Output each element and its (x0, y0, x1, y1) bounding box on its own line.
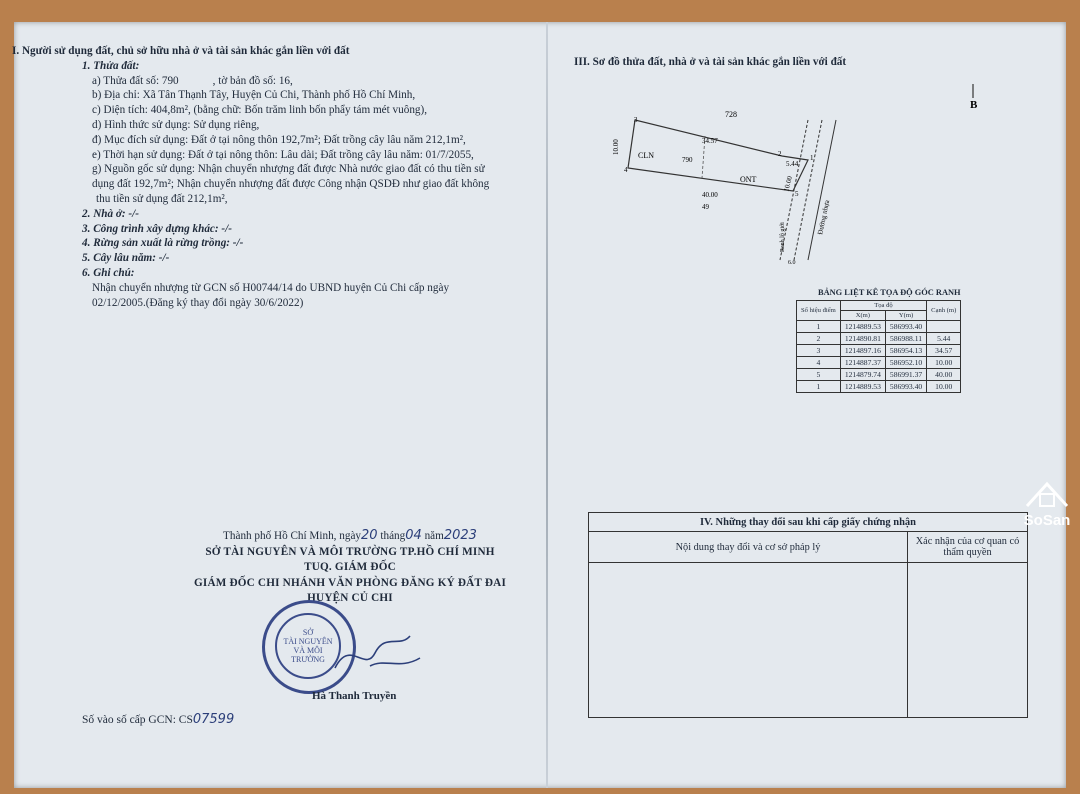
coord-cell-x: 1214897.16 (840, 345, 885, 357)
coord-cell-x: 1214879.74 (840, 369, 885, 381)
watermark-logo (1014, 478, 1080, 548)
changes-table (588, 512, 1028, 718)
point-2: 2 (778, 150, 782, 158)
place-date: Thành phố Hồ Chí Minh, ngày20 tháng04 năm2023 (223, 528, 477, 543)
usage-term: e) Thời hạn sử dụng: Đất ở tại nông thôn: Lâu dài; Đất trồng cây lâu năm: 01/7/2055, (92, 148, 474, 161)
neighbor-top: 728 (725, 110, 737, 119)
coord-cell-d: 40.00 (927, 369, 961, 381)
usage-origin-1: g) Nguồn gốc sử dụng: Nhận chuyển nhượng đất được Nhà nước giao đất có thu tiền sử (92, 163, 485, 176)
house-item: 2. Nhà ở: -/- (82, 207, 139, 220)
house-icon (1022, 478, 1072, 508)
coord-cell-y: 586993.40 (885, 321, 926, 333)
canal-label: Ranh lộ giới (780, 222, 786, 252)
point-1: 1 (810, 154, 814, 162)
dim-bottom: 40.00 (702, 191, 718, 199)
zone-ont: ONT (740, 175, 757, 184)
zone-cln: CLN (638, 151, 654, 160)
usage-origin-2: dụng đất 192,7m²; Nhận chuyển nhượng đất được Công nhận QSDĐ như giao đất không (92, 178, 490, 191)
director-title: GIÁM ĐỐC CHI NHÁNH VĂN PHÒNG ĐĂNG KÝ ĐẤT ĐAI (193, 576, 506, 589)
road-edge-right (808, 120, 836, 260)
right-page (574, 55, 1044, 70)
forest-item: 4. Rừng sản xuất là rừng trồng: -/- (82, 237, 244, 250)
parcel-diagram (590, 80, 1010, 280)
usage-origin-3: thu tiền sử dụng đất 212,1m², (96, 192, 228, 205)
seal-center: SỞ TÀI NGUYÊN VÀ MÔI TRƯỜNG (275, 613, 341, 679)
coord-row (797, 381, 961, 393)
left-page (12, 44, 537, 310)
changes-content-header: Nội dung thay đổi và cơ sở pháp lý (589, 532, 908, 563)
coord-row (797, 357, 961, 369)
changes-confirm-header: Xác nhận của cơ quan có thẩm quyền (908, 532, 1028, 563)
parcel-number: a) Thửa đất số: 790 , tờ bản đồ số: 16, (92, 74, 293, 87)
coord-cell-pt: 2 (797, 333, 841, 345)
coord-cell-d: 10.00 (927, 357, 961, 369)
changes-content-cell (589, 563, 908, 718)
coord-row (797, 345, 961, 357)
col-point: Số hiệu điểm (797, 301, 841, 321)
coord-cell-x: 1214887.37 (840, 357, 885, 369)
signature-block (150, 528, 550, 607)
coordinate-table-title: BẢNG LIỆT KÊ TỌA ĐỘ GÓC RANH (818, 288, 961, 297)
perennial-item: 5. Cây lâu năm: -/- (82, 252, 170, 265)
parcel-address: b) Địa chỉ: Xã Tân Thạnh Tây, Huyện Củ Chi, Thành phố Hồ Chí Minh, (92, 89, 416, 102)
col-x: X(m) (840, 311, 885, 321)
point-5: 5 (795, 190, 799, 198)
neighbor-bottom: 49 (702, 203, 709, 211)
page-fold (546, 22, 548, 788)
gcn-register-number: Số vào số cấp GCN: CS07599 (82, 712, 235, 727)
department-name: SỞ TÀI NGUYÊN VÀ MÔI TRƯỜNG TP.HỒ CHÍ MINH (205, 545, 495, 558)
coord-cell-pt: 3 (797, 345, 841, 357)
other-works-item: 3. Công trình xây dựng khác: -/- (82, 222, 232, 235)
changes-confirm-cell (908, 563, 1028, 718)
coord-cell-y: 586993.40 (885, 381, 926, 393)
diagram-heading: III. Sơ đồ thửa đất, nhà ở và tài sản khác gắn liền với đất (574, 56, 847, 68)
changes-title: IV. Những thay đổi sau khi cấp giấy chứng nhận (589, 513, 1028, 532)
parcel-area: c) Diện tích: 404,8m², (bằng chữ: Bốn trăm linh bốn phẩy tám mét vuông), (92, 104, 428, 117)
road-width: 6.0 (788, 260, 796, 266)
coord-row (797, 333, 961, 345)
point-4: 4 (624, 166, 628, 174)
dim-left: 10.00 (612, 139, 620, 155)
point-3: 3 (634, 116, 638, 124)
north-label: B (970, 99, 978, 111)
dim-corner: 5.44 (786, 160, 799, 168)
coord-cell-y: 586988.11 (885, 333, 926, 345)
coord-row (797, 369, 961, 381)
col-edge: Cạnh (m) (927, 301, 961, 321)
district-name: HUYỆN CỦ CHI (307, 592, 393, 604)
coord-cell-pt: 1 (797, 381, 841, 393)
coord-cell-d: 34.57 (927, 345, 961, 357)
authorization: TUQ. GIÁM ĐỐC (304, 561, 396, 573)
coord-cell-x: 1214889.53 (840, 321, 885, 333)
coord-cell-pt: 5 (797, 369, 841, 381)
signer-name: Hà Thanh Truyền (312, 690, 397, 702)
coordinate-table (796, 300, 961, 393)
col-y: Y(m) (885, 311, 926, 321)
usage-purpose: đ) Mục đích sử dụng: Đất ở tại nông thôn 192,7m²; Đất trồng cây lâu năm 212,1m², (92, 133, 466, 146)
dim-right: 10.00 (782, 175, 795, 193)
coord-cell-y: 586991.37 (885, 369, 926, 381)
col-coord: Tọa độ (840, 301, 926, 311)
section-heading: I. Người sử dụng đất, chủ sở hữu nhà ở và tài sản khác gắn liền với đất (12, 45, 350, 57)
coord-cell-d: 5.44 (927, 333, 961, 345)
coord-cell-pt: 1 (797, 321, 841, 333)
note-title: 6. Ghi chú: (82, 266, 135, 279)
coord-cell-pt: 4 (797, 357, 841, 369)
coord-cell-d (927, 321, 961, 333)
parcel-title: 1. Thửa đất: (82, 59, 140, 72)
coord-cell-x: 1214890.81 (840, 333, 885, 345)
usage-form: d) Hình thức sử dụng: Sử dụng riêng, (92, 118, 260, 131)
road-name: Đường nhựa (816, 199, 832, 236)
note-line-2: 02/12/2005.(Đăng ký thay đổi ngày 30/6/2022) (92, 296, 304, 309)
coord-cell-y: 586954.13 (885, 345, 926, 357)
coord-cell-y: 586952.10 (885, 357, 926, 369)
signature-scribble (330, 628, 430, 678)
coord-cell-x: 1214889.53 (840, 381, 885, 393)
coord-cell-d: 10.00 (927, 381, 961, 393)
parcel-number-label: 790 (682, 156, 693, 164)
coord-row (797, 321, 961, 333)
watermark-text: SoSan (1023, 512, 1071, 529)
note-line-1: Nhận chuyển nhượng từ GCN số H00744/14 do UBND huyện Củ Chi cấp ngày (92, 281, 450, 294)
dim-top: 34.57 (702, 137, 718, 145)
